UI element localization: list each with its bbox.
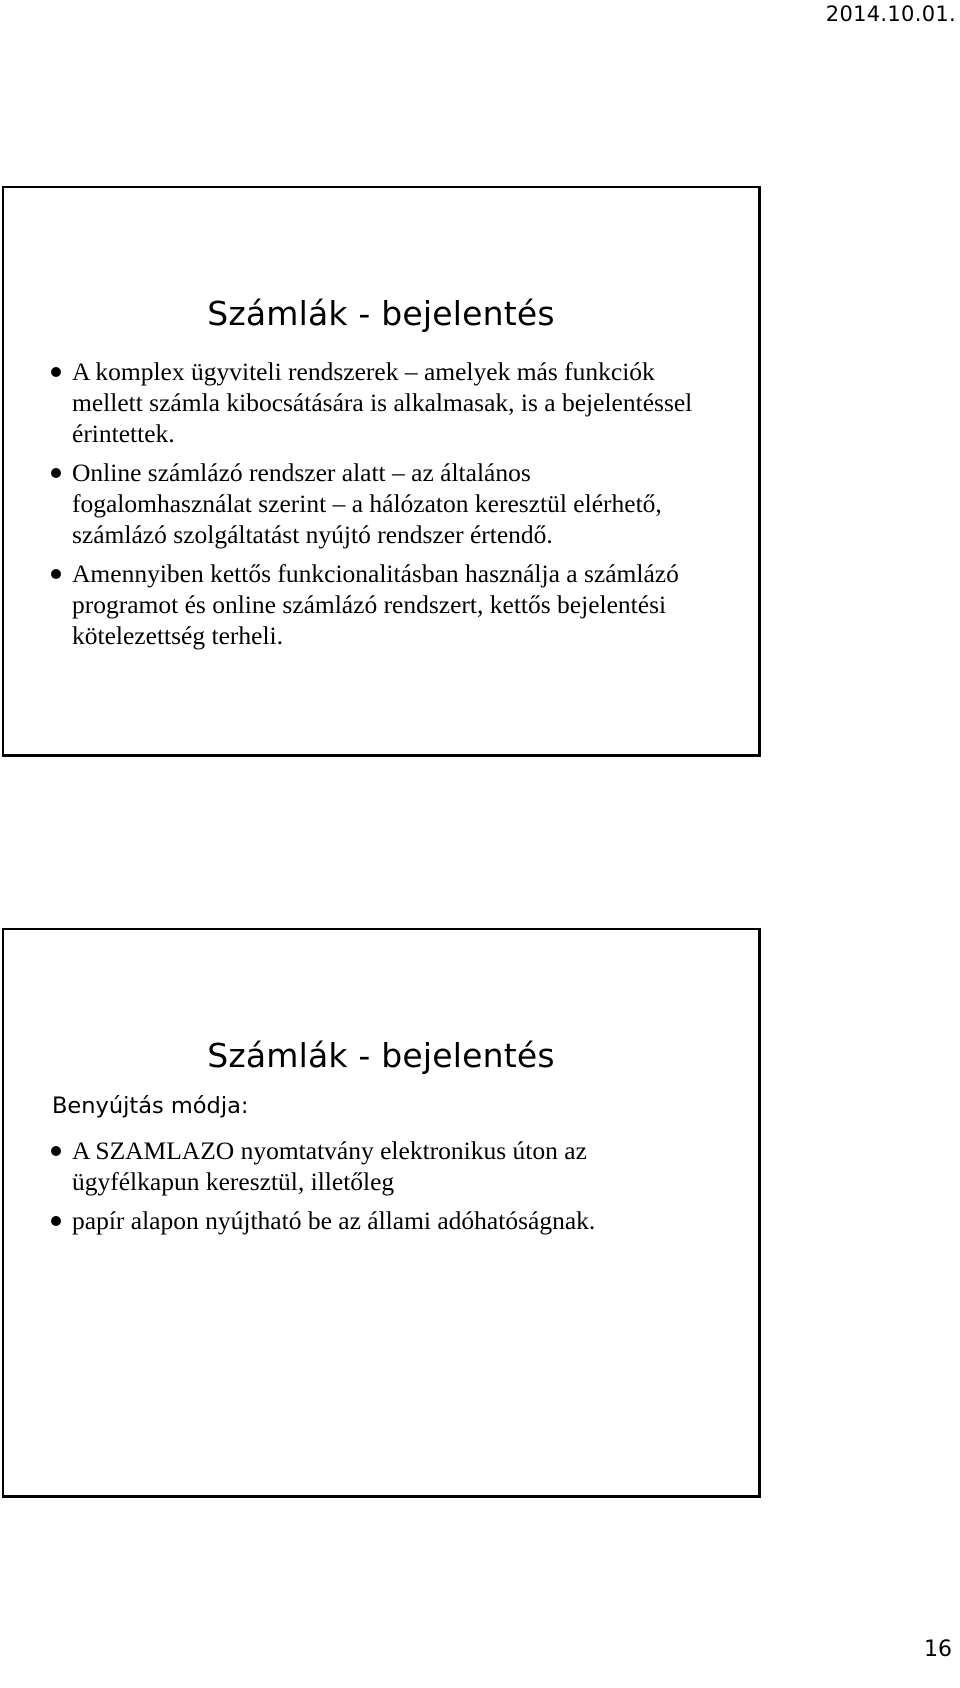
bullet-dot-icon bbox=[51, 569, 61, 579]
bullet-dot-icon bbox=[51, 367, 61, 377]
bullet-item bbox=[4, 356, 704, 449]
bullet-dot-icon bbox=[51, 1216, 61, 1226]
header-date: 2014.10.01. bbox=[825, 2, 956, 26]
bullet-dot-icon bbox=[51, 1146, 61, 1156]
slide-1-title: Számlák - bejelentés bbox=[207, 294, 555, 333]
slide-2 bbox=[2, 928, 761, 1498]
bullet-item bbox=[4, 1135, 719, 1197]
slide-1 bbox=[2, 186, 761, 757]
page-number: 16 bbox=[924, 1637, 952, 1662]
bullet-item bbox=[4, 558, 704, 651]
bullet-text: Amennyiben kettős funkcionalitásban használja a számlázó programot és online számlázó rendszert, kettős bejelentési kötelezettség terheli. bbox=[72, 559, 679, 650]
bullet-text: papír alapon nyújtható be az állami adóhatóságnak. bbox=[72, 1206, 596, 1235]
bullet-item bbox=[4, 1205, 719, 1236]
slide-2-bullet-list bbox=[4, 1135, 719, 1244]
bullet-text: A SZAMLAZO nyomtatvány elektronikus úton az ügyfélkapun keresztül, illetőleg bbox=[72, 1136, 587, 1196]
bullet-item bbox=[4, 457, 704, 550]
slide-2-title: Számlák - bejelentés bbox=[207, 1036, 555, 1075]
bullet-text: A komplex ügyviteli rendszerek – amelyek más funkciók mellett számla kibocsátására is alkalmasak, is a bejelentéssel érintettek. bbox=[72, 357, 693, 448]
bullet-text: Online számlázó rendszer alatt – az általános fogalomhasználat szerint – a hálózaton keresztül elérhető, számlázó szolgáltatást nyújtó rendszer értendő. bbox=[72, 458, 662, 549]
bullet-dot-icon bbox=[51, 468, 61, 478]
slide-2-intro-label: Benyújtás módja: bbox=[52, 1093, 249, 1119]
slide-1-bullet-list bbox=[4, 356, 704, 659]
